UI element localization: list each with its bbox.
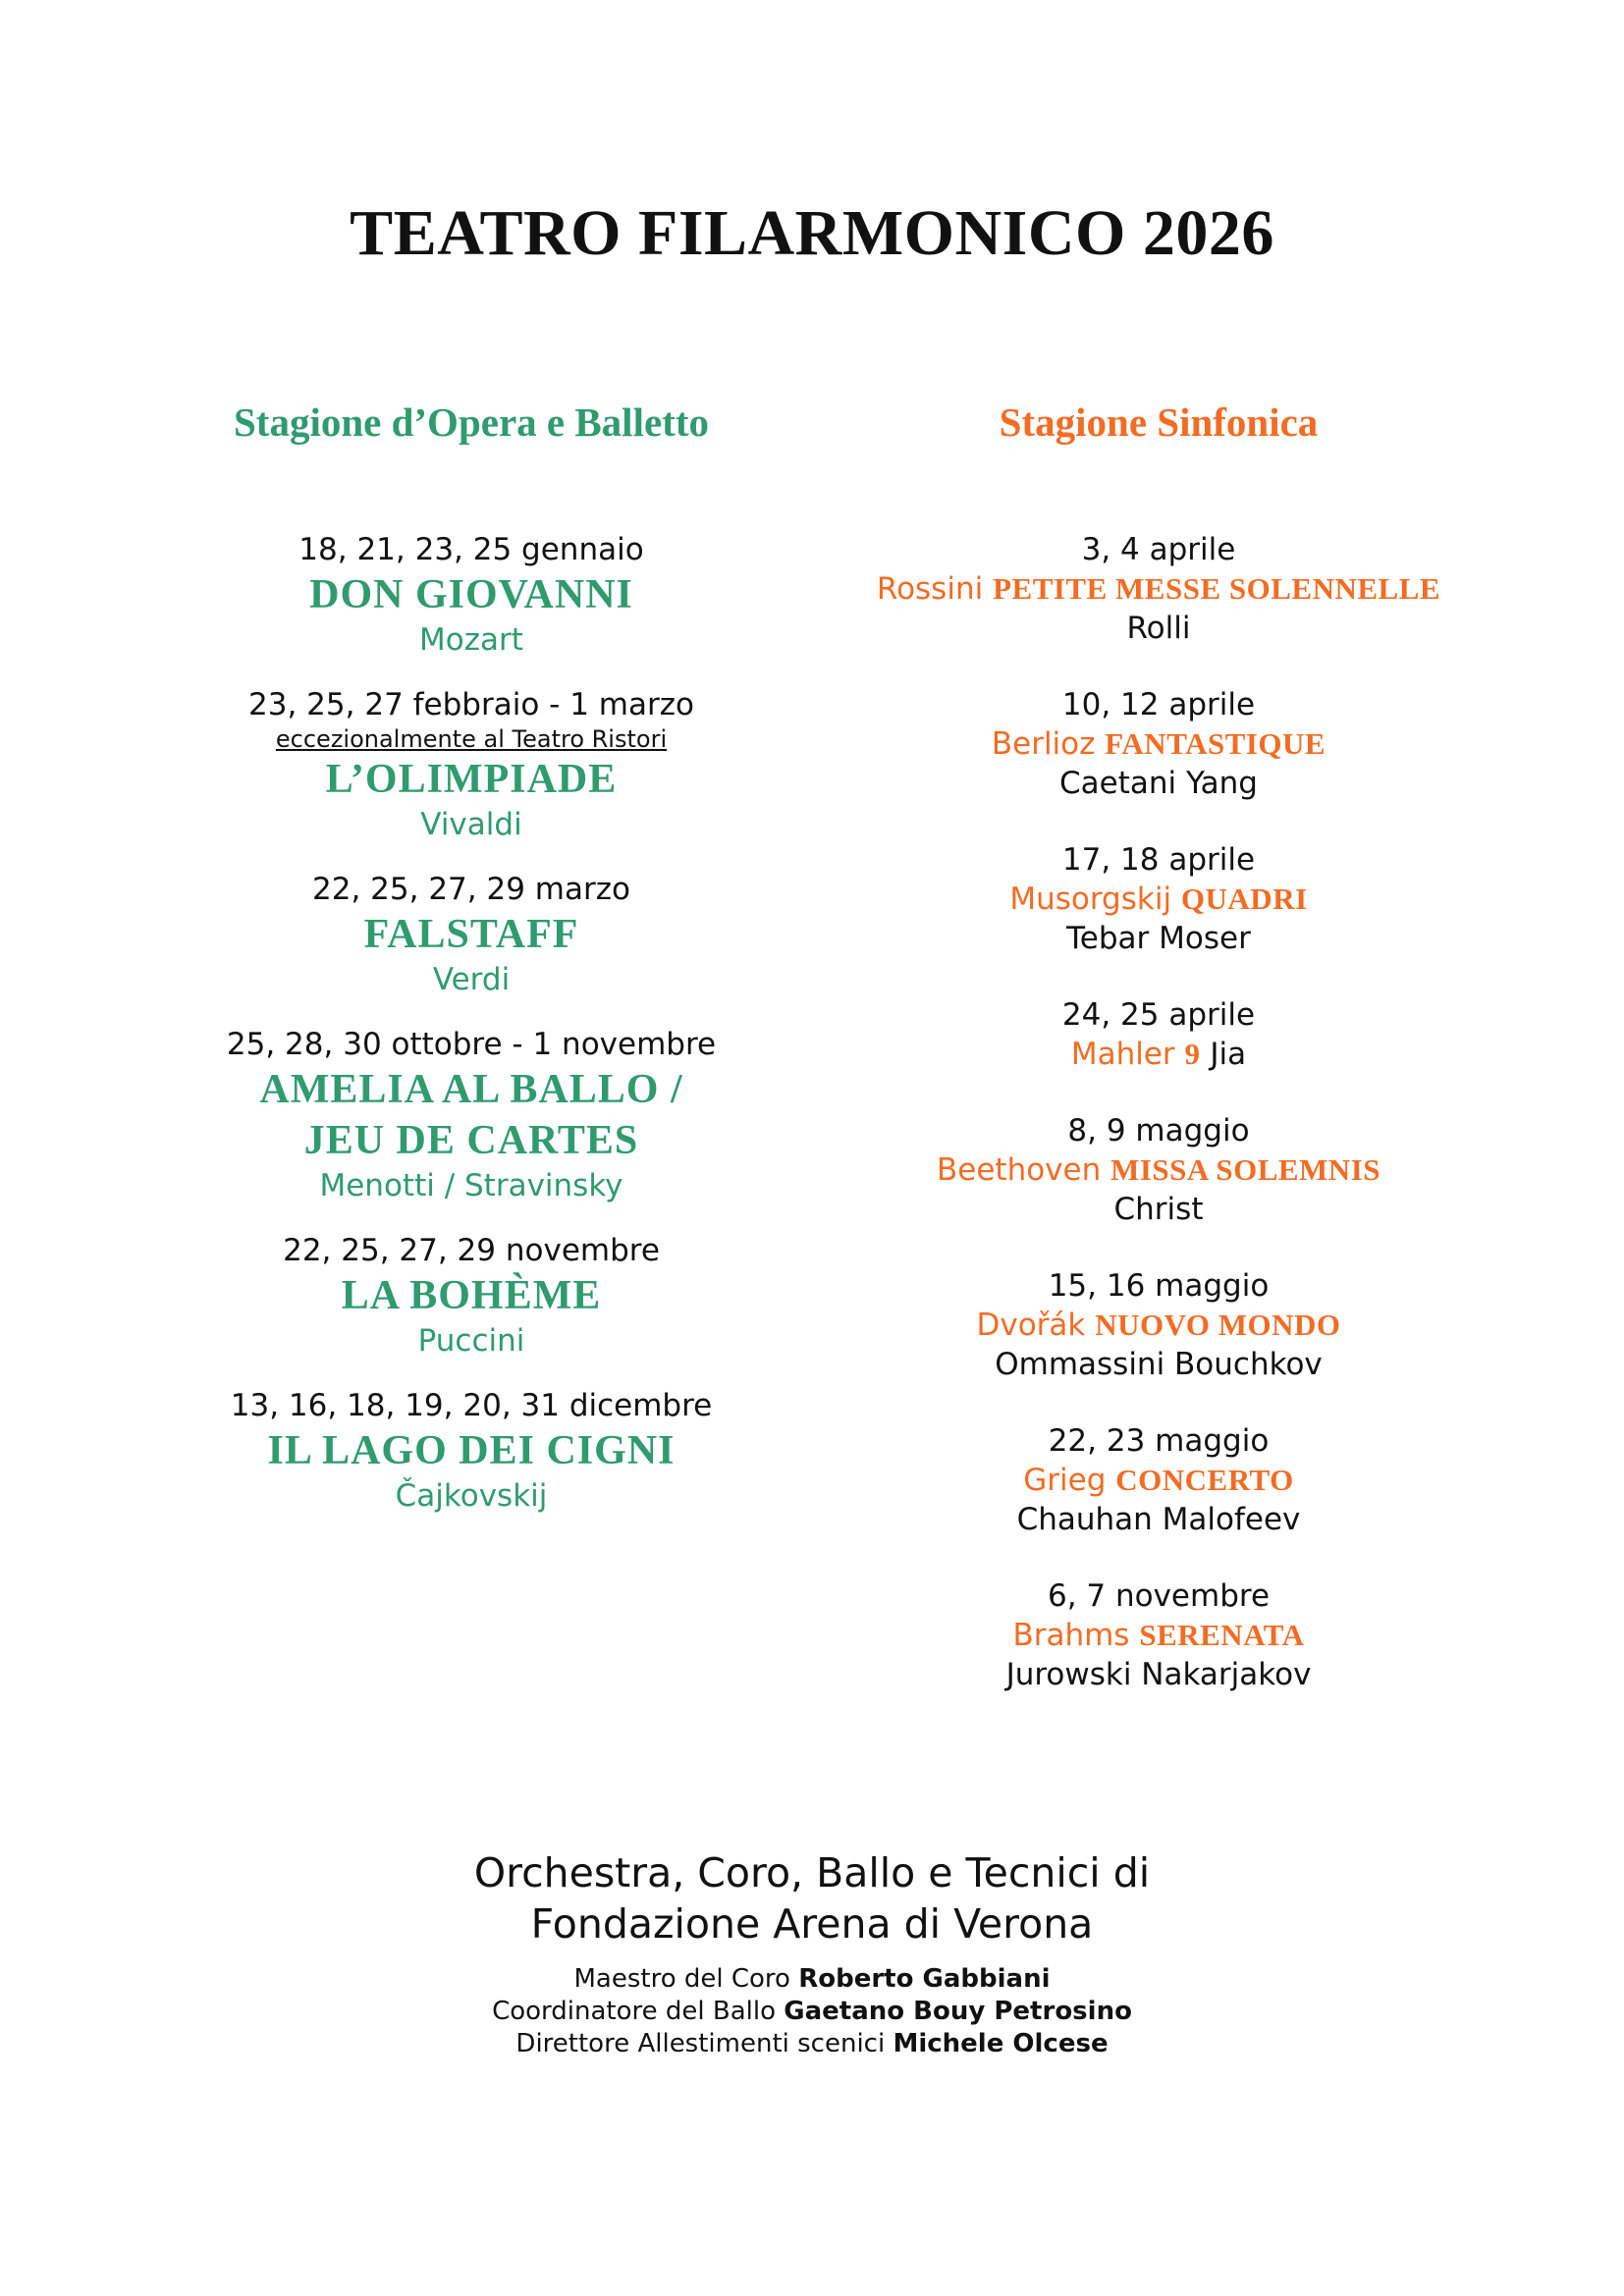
concert-event [815,1266,1502,1384]
composer: Dvořák [976,1308,1086,1343]
event-dates: 3, 4 aprile [1081,532,1236,567]
composer: Musorgskij [1009,881,1172,917]
event-dates: 18, 21, 23, 25 gennaio [298,532,644,567]
staff-role: Maestro del Coro [573,1964,790,1994]
event-dates: 23, 25, 27 febbraio - 1 marzo [248,687,694,722]
opera-season-heading: Stagione d’Opera e Balletto [234,400,709,445]
piece-title: MISSA SOLEMNIS [1110,1152,1380,1187]
performers: Caetani Yang [1059,766,1258,801]
performers: Jia [1210,1037,1247,1072]
staff-name: Gaetano Bouy Petrosino [784,1997,1132,2026]
opera-event-list [128,530,815,1516]
composer: Čajkovskij [395,1478,548,1514]
opera-title: LA BOHÈME [341,1273,602,1318]
composer: Verdi [432,962,511,997]
opera-event [128,1231,815,1361]
opera-event [128,685,815,844]
piece-title: NUOVO MONDO [1095,1308,1341,1342]
performers: Rolli [1126,611,1191,646]
opera-title: JEU DE CARTES [303,1118,639,1163]
staff-credit [0,2028,1624,2060]
composer: Mahler [1070,1037,1175,1072]
opera-season-column [128,393,815,1541]
program-line [815,724,1502,764]
event-dates: 22, 23 maggio [1048,1423,1270,1459]
program-line [815,880,1502,919]
concert-event [815,1111,1502,1229]
opera-title: DON GIOVANNI [309,572,633,617]
concert-event [815,530,1502,648]
performers: Ommassini Bouchkov [995,1347,1323,1382]
composer: Brahms [1012,1618,1130,1653]
page-title: TEATRO FILARMONICO 2026 [350,197,1274,269]
concert-event [815,995,1502,1074]
staff-credit [0,1996,1624,2028]
composer: Rossini [876,571,984,607]
concert-event [815,1576,1502,1694]
piece-title: FANTASTIQUE [1105,726,1326,761]
program-line [815,1306,1502,1345]
program-line [815,1461,1502,1500]
staff-name: Roberto Gabbiani [798,1964,1051,1994]
opera-title: AMELIA AL BALLO / [259,1067,683,1112]
concert-event [815,840,1502,958]
composer: Berlioz [991,726,1096,762]
event-dates: 10, 12 aprile [1061,687,1256,722]
symphonic-season-heading: Stagione Sinfonica [999,400,1319,445]
staff-role: Coordinatore del Ballo [492,1997,776,2026]
event-dates: 25, 28, 30 ottobre - 1 novembre [226,1027,717,1062]
opera-event [128,870,815,999]
opera-event [128,1386,815,1516]
concert-event [815,685,1502,803]
symphonic-season-column [815,393,1502,1732]
footer-line: Fondazione Arena di Verona [530,1900,1094,1948]
opera-event [128,530,815,660]
staff-role: Direttore Allestimenti scenici [515,2029,886,2058]
footer-credits [0,1847,1624,2060]
event-dates: 15, 16 maggio [1048,1268,1270,1304]
concert-event [815,1421,1502,1539]
event-dates: 17, 18 aprile [1061,842,1256,878]
performers: Tebar Moser [1066,921,1251,956]
performers: Jurowski Nakarjakov [1005,1657,1312,1692]
composer: Vivaldi [420,807,522,842]
footer-line: Orchestra, Coro, Ballo e Tecnici di [473,1849,1151,1896]
venue-note: eccezionalmente al Teatro Ristori [275,725,668,753]
staff-credit [0,1963,1624,1996]
composer: Mozart [419,622,523,658]
composer: Grieg [1023,1463,1107,1498]
performers: Chauhan Malofeev [1016,1502,1301,1537]
event-dates: 24, 25 aprile [1061,997,1256,1033]
program-line [815,1616,1502,1655]
program-line [815,1150,1502,1190]
opera-event [128,1025,815,1205]
performers: Christ [1113,1192,1204,1227]
composer: Beethoven [937,1152,1102,1188]
event-dates: 8, 9 maggio [1067,1113,1250,1148]
symphonic-event-list [815,530,1502,1694]
program-line [815,1035,1502,1074]
event-dates: 6, 7 novembre [1047,1578,1271,1614]
piece-title: CONCERTO [1115,1463,1294,1497]
piece-title: SERENATA [1139,1618,1305,1652]
opera-title: FALSTAFF [363,912,579,957]
opera-title: IL LAGO DEI CIGNI [267,1428,676,1473]
opera-title: L’OLIMPIADE [325,757,618,802]
piece-title: PETITE MESSE SOLENNELLE [993,571,1441,606]
piece-title: 9 [1184,1037,1201,1071]
event-dates: 22, 25, 27, 29 marzo [312,872,630,907]
staff-list [0,1963,1624,2060]
event-dates: 22, 25, 27, 29 novembre [283,1233,660,1268]
composer: Menotti / Stravinsky [319,1168,623,1203]
program-line [815,569,1502,609]
staff-name: Michele Olcese [893,2029,1109,2058]
piece-title: QUADRI [1180,881,1308,916]
composer: Puccini [417,1323,525,1359]
event-dates: 13, 16, 18, 19, 20, 31 dicembre [230,1388,713,1423]
